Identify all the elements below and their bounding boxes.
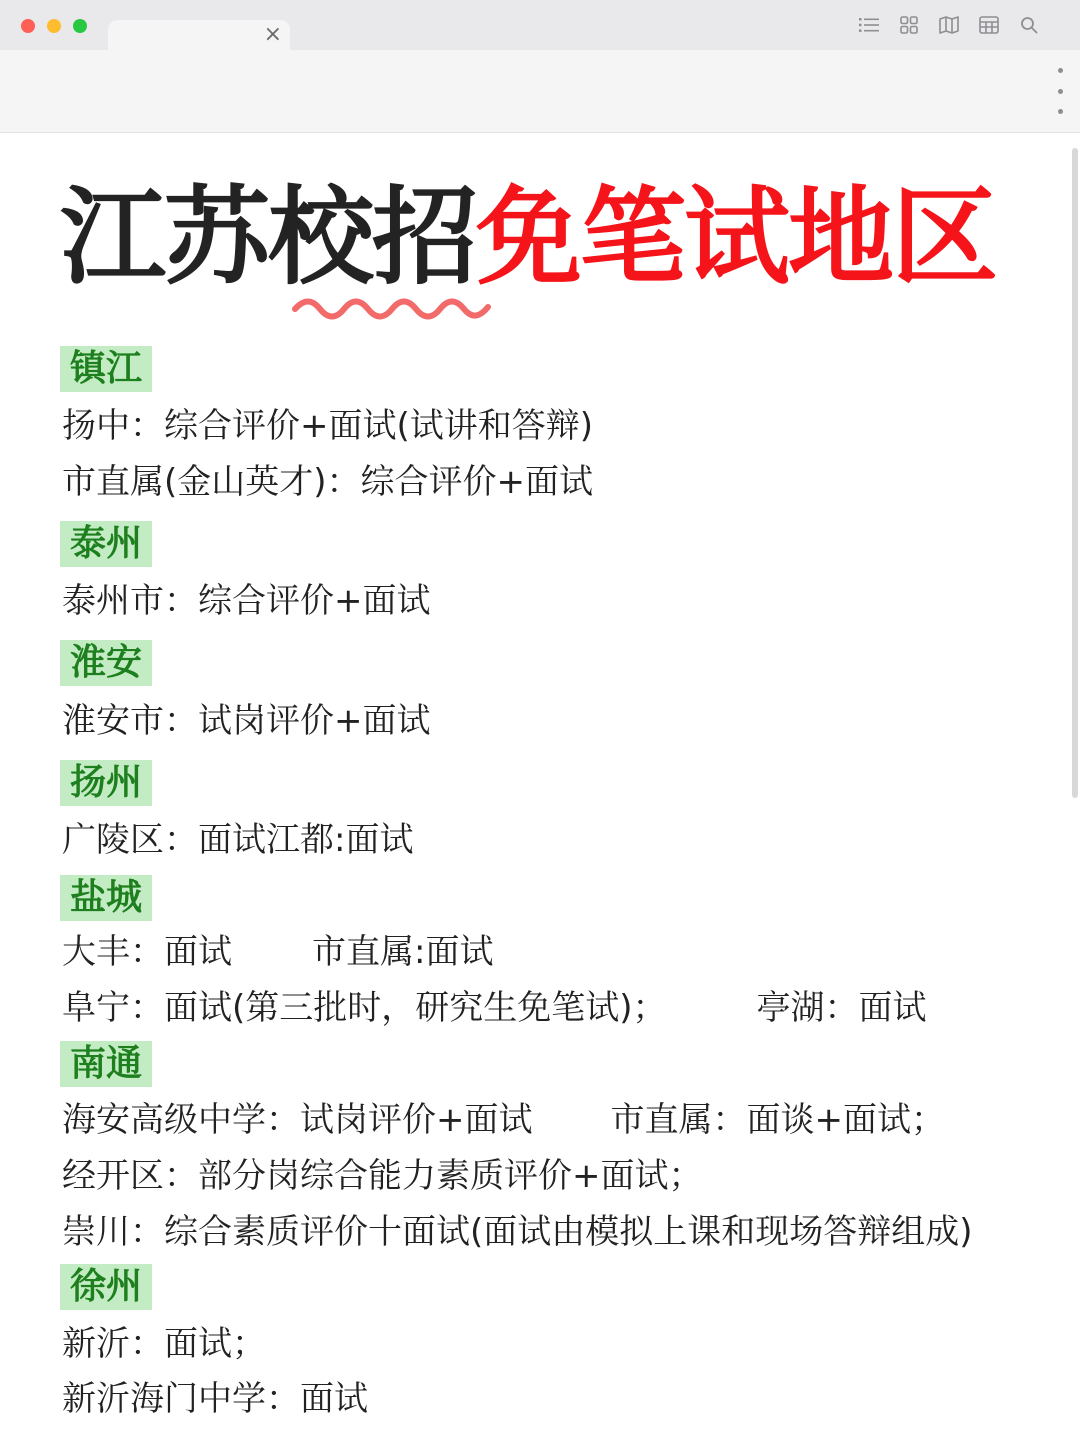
list-item: 广陵区：面试江都:面试	[62, 820, 414, 860]
list-item-part: 市直属：面谈+面试；	[610, 1100, 945, 1140]
grid-icon[interactable]	[898, 14, 920, 36]
minimize-window-button[interactable]	[47, 19, 61, 33]
more-options-icon[interactable]	[1056, 68, 1064, 114]
section-label-yangzhou: 扬州	[60, 760, 152, 806]
maximize-window-button[interactable]	[73, 19, 87, 33]
title-bar	[0, 0, 1080, 50]
list-item: 新沂：面试；	[62, 1324, 266, 1364]
tab-close-icon[interactable]: ×	[263, 22, 282, 47]
map-icon[interactable]	[938, 14, 960, 36]
section-label-huaian: 淮安	[60, 640, 152, 686]
list-item: 淮安市：试岗评价+面试	[62, 701, 431, 741]
list-item: 泰州市：综合评价+面试	[62, 581, 431, 621]
list-item-part: 阜宁：面试(第三批时，研究生免笔试)；	[62, 988, 667, 1028]
section-label-yancheng: 盐城	[60, 875, 152, 921]
list-item	[62, 929, 493, 975]
close-window-button[interactable]	[21, 19, 35, 33]
section-label-zhenjiang: 镇江	[60, 346, 152, 392]
list-item-part: 海安高级中学：试岗评价+面试	[62, 1100, 533, 1140]
list-item-part: 大丰：面试	[62, 932, 232, 972]
squiggle-underline	[292, 293, 492, 321]
list-item: 经开区：部分岗综合能力素质评价+面试；	[62, 1156, 703, 1196]
vertical-scrollbar[interactable]	[1072, 148, 1078, 798]
list-item	[62, 1097, 945, 1143]
page-title	[60, 173, 996, 303]
title-dark-part: 江苏校招	[60, 176, 476, 299]
section-label-nantong: 南通	[60, 1041, 152, 1087]
list-item: 崇川：综合素质评价十面试(面试由模拟上课和现场答辩组成)	[62, 1212, 973, 1252]
list-item-part: 市直属:面试	[312, 932, 494, 972]
table-icon[interactable]	[978, 14, 1000, 36]
toolbar	[0, 50, 1080, 133]
active-tab[interactable]	[108, 20, 290, 52]
list-icon[interactable]	[858, 14, 880, 36]
search-icon[interactable]	[1018, 14, 1040, 36]
list-item: 扬中：综合评价+面试(试讲和答辩)	[62, 406, 594, 446]
toolbar-icons	[858, 14, 1040, 36]
list-item	[62, 985, 927, 1031]
list-item: 市直属(金山英才)：综合评价+面试	[62, 462, 594, 502]
list-item-part: 亭湖：面试	[756, 988, 927, 1028]
section-label-taizhou: 泰州	[60, 521, 152, 567]
list-item: 新沂海门中学：面试	[62, 1379, 368, 1419]
section-label-xuzhou: 徐州	[60, 1264, 152, 1310]
title-red-part: 免笔试地区	[476, 176, 996, 299]
